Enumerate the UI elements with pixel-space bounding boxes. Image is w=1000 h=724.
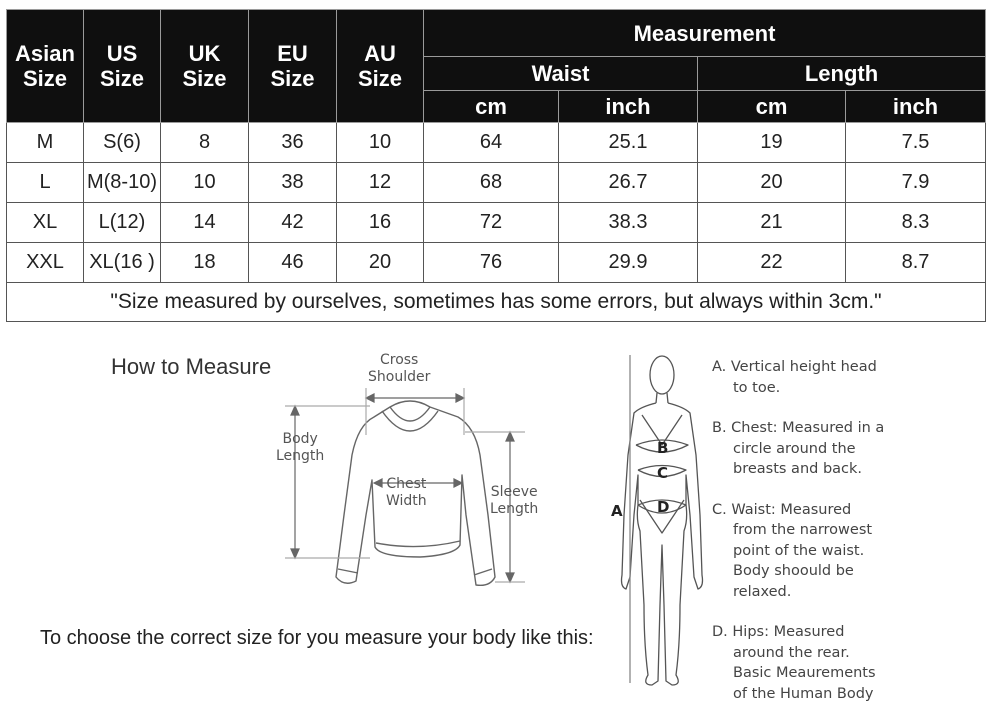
header-us-size: US Size (84, 10, 161, 123)
sweater-collar (390, 407, 430, 421)
cell-au-size: 20 (337, 243, 424, 283)
cell-au-size: 10 (337, 123, 424, 163)
cell-asian-size: M (7, 123, 84, 163)
cell-au-size: 16 (337, 203, 424, 243)
choose-size-instruction: To choose the correct size for you measure your body like this: (40, 627, 594, 649)
cell-uk-size: 8 (161, 123, 249, 163)
cell-eu-size: 46 (249, 243, 337, 283)
size-chart-table (6, 9, 986, 322)
cell-eu-size: 42 (249, 203, 337, 243)
measurement-note: "Size measured by ourselves, sometimes has some errors, but always within 3cm." (7, 283, 986, 322)
cell-length-inch: 7.9 (846, 163, 986, 203)
note-chest: B. Chest: Measured in a circle around the breasts and back. (712, 420, 885, 477)
cell-waist-inch: 29.9 (559, 243, 698, 283)
cell-us-size: M(8-10) (84, 163, 161, 203)
note-height: A. Vertical height head to toe. (712, 359, 877, 396)
body-length-label: Body Length (276, 431, 325, 464)
cell-length-cm: 20 (698, 163, 846, 203)
cell-eu-size: 36 (249, 123, 337, 163)
cell-eu-size: 38 (249, 163, 337, 203)
table-body (7, 123, 986, 322)
table-header (7, 10, 986, 123)
cell-uk-size: 14 (161, 203, 249, 243)
note-row (7, 283, 986, 322)
header-uk-size: UK Size (161, 10, 249, 123)
human-body-diagram (600, 345, 710, 695)
cell-waist-cm: 68 (424, 163, 559, 203)
cell-waist-inch: 26.7 (559, 163, 698, 203)
table-row (7, 203, 986, 243)
cell-us-size: XL(16 ) (84, 243, 161, 283)
body-letter-b: B (657, 439, 669, 457)
cell-waist-cm: 76 (424, 243, 559, 283)
cell-waist-inch: 25.1 (559, 123, 698, 163)
body-letter-a: A (611, 502, 623, 520)
header-measurement: Measurement (424, 10, 986, 57)
cell-us-size: L(12) (84, 203, 161, 243)
header-waist-inch: inch (559, 91, 698, 123)
cell-waist-cm: 64 (424, 123, 559, 163)
cell-uk-size: 18 (161, 243, 249, 283)
header-asian-size: Asian Size (7, 10, 84, 123)
header-length: Length (698, 57, 986, 91)
sweater-measure-diagram (270, 355, 570, 595)
cell-asian-size: XXL (7, 243, 84, 283)
table-row (7, 163, 986, 203)
table-row (7, 123, 986, 163)
sleeve-length-label: Sleeve Length (490, 484, 539, 517)
body-length-arrow (285, 406, 370, 558)
cell-us-size: S(6) (84, 123, 161, 163)
header-length-cm: cm (698, 91, 846, 123)
measurement-notes (712, 357, 912, 724)
cell-length-inch: 8.3 (846, 203, 986, 243)
header-waist: Waist (424, 57, 698, 91)
cell-length-inch: 8.7 (846, 243, 986, 283)
cross-shoulder-label: Cross Shoulder (368, 352, 431, 385)
cell-uk-size: 10 (161, 163, 249, 203)
cell-asian-size: XL (7, 203, 84, 243)
cell-length-cm: 22 (698, 243, 846, 283)
cell-waist-cm: 72 (424, 203, 559, 243)
how-to-measure-title: How to Measure (111, 354, 272, 379)
chest-width-label: Chest Width (386, 476, 427, 509)
cross-shoulder-arrow (366, 388, 464, 435)
cell-length-cm: 21 (698, 203, 846, 243)
body-letter-d: D (657, 498, 670, 516)
note-hips: D. Hips: Measured around the rear. Basic Meaurements of the Human Body (712, 624, 876, 702)
header-length-inch: inch (846, 91, 986, 123)
table-row (7, 243, 986, 283)
cell-waist-inch: 38.3 (559, 203, 698, 243)
header-eu-size: EU Size (249, 10, 337, 123)
note-waist: C. Waist: Measured from the narrowest point of the waist. Body shoould be relaxed. (712, 501, 873, 600)
header-au-size: AU Size (337, 10, 424, 123)
cell-au-size: 12 (337, 163, 424, 203)
cell-asian-size: L (7, 163, 84, 203)
cell-length-inch: 7.5 (846, 123, 986, 163)
header-waist-cm: cm (424, 91, 559, 123)
cell-length-cm: 19 (698, 123, 846, 163)
body-letter-c: C (657, 464, 669, 482)
